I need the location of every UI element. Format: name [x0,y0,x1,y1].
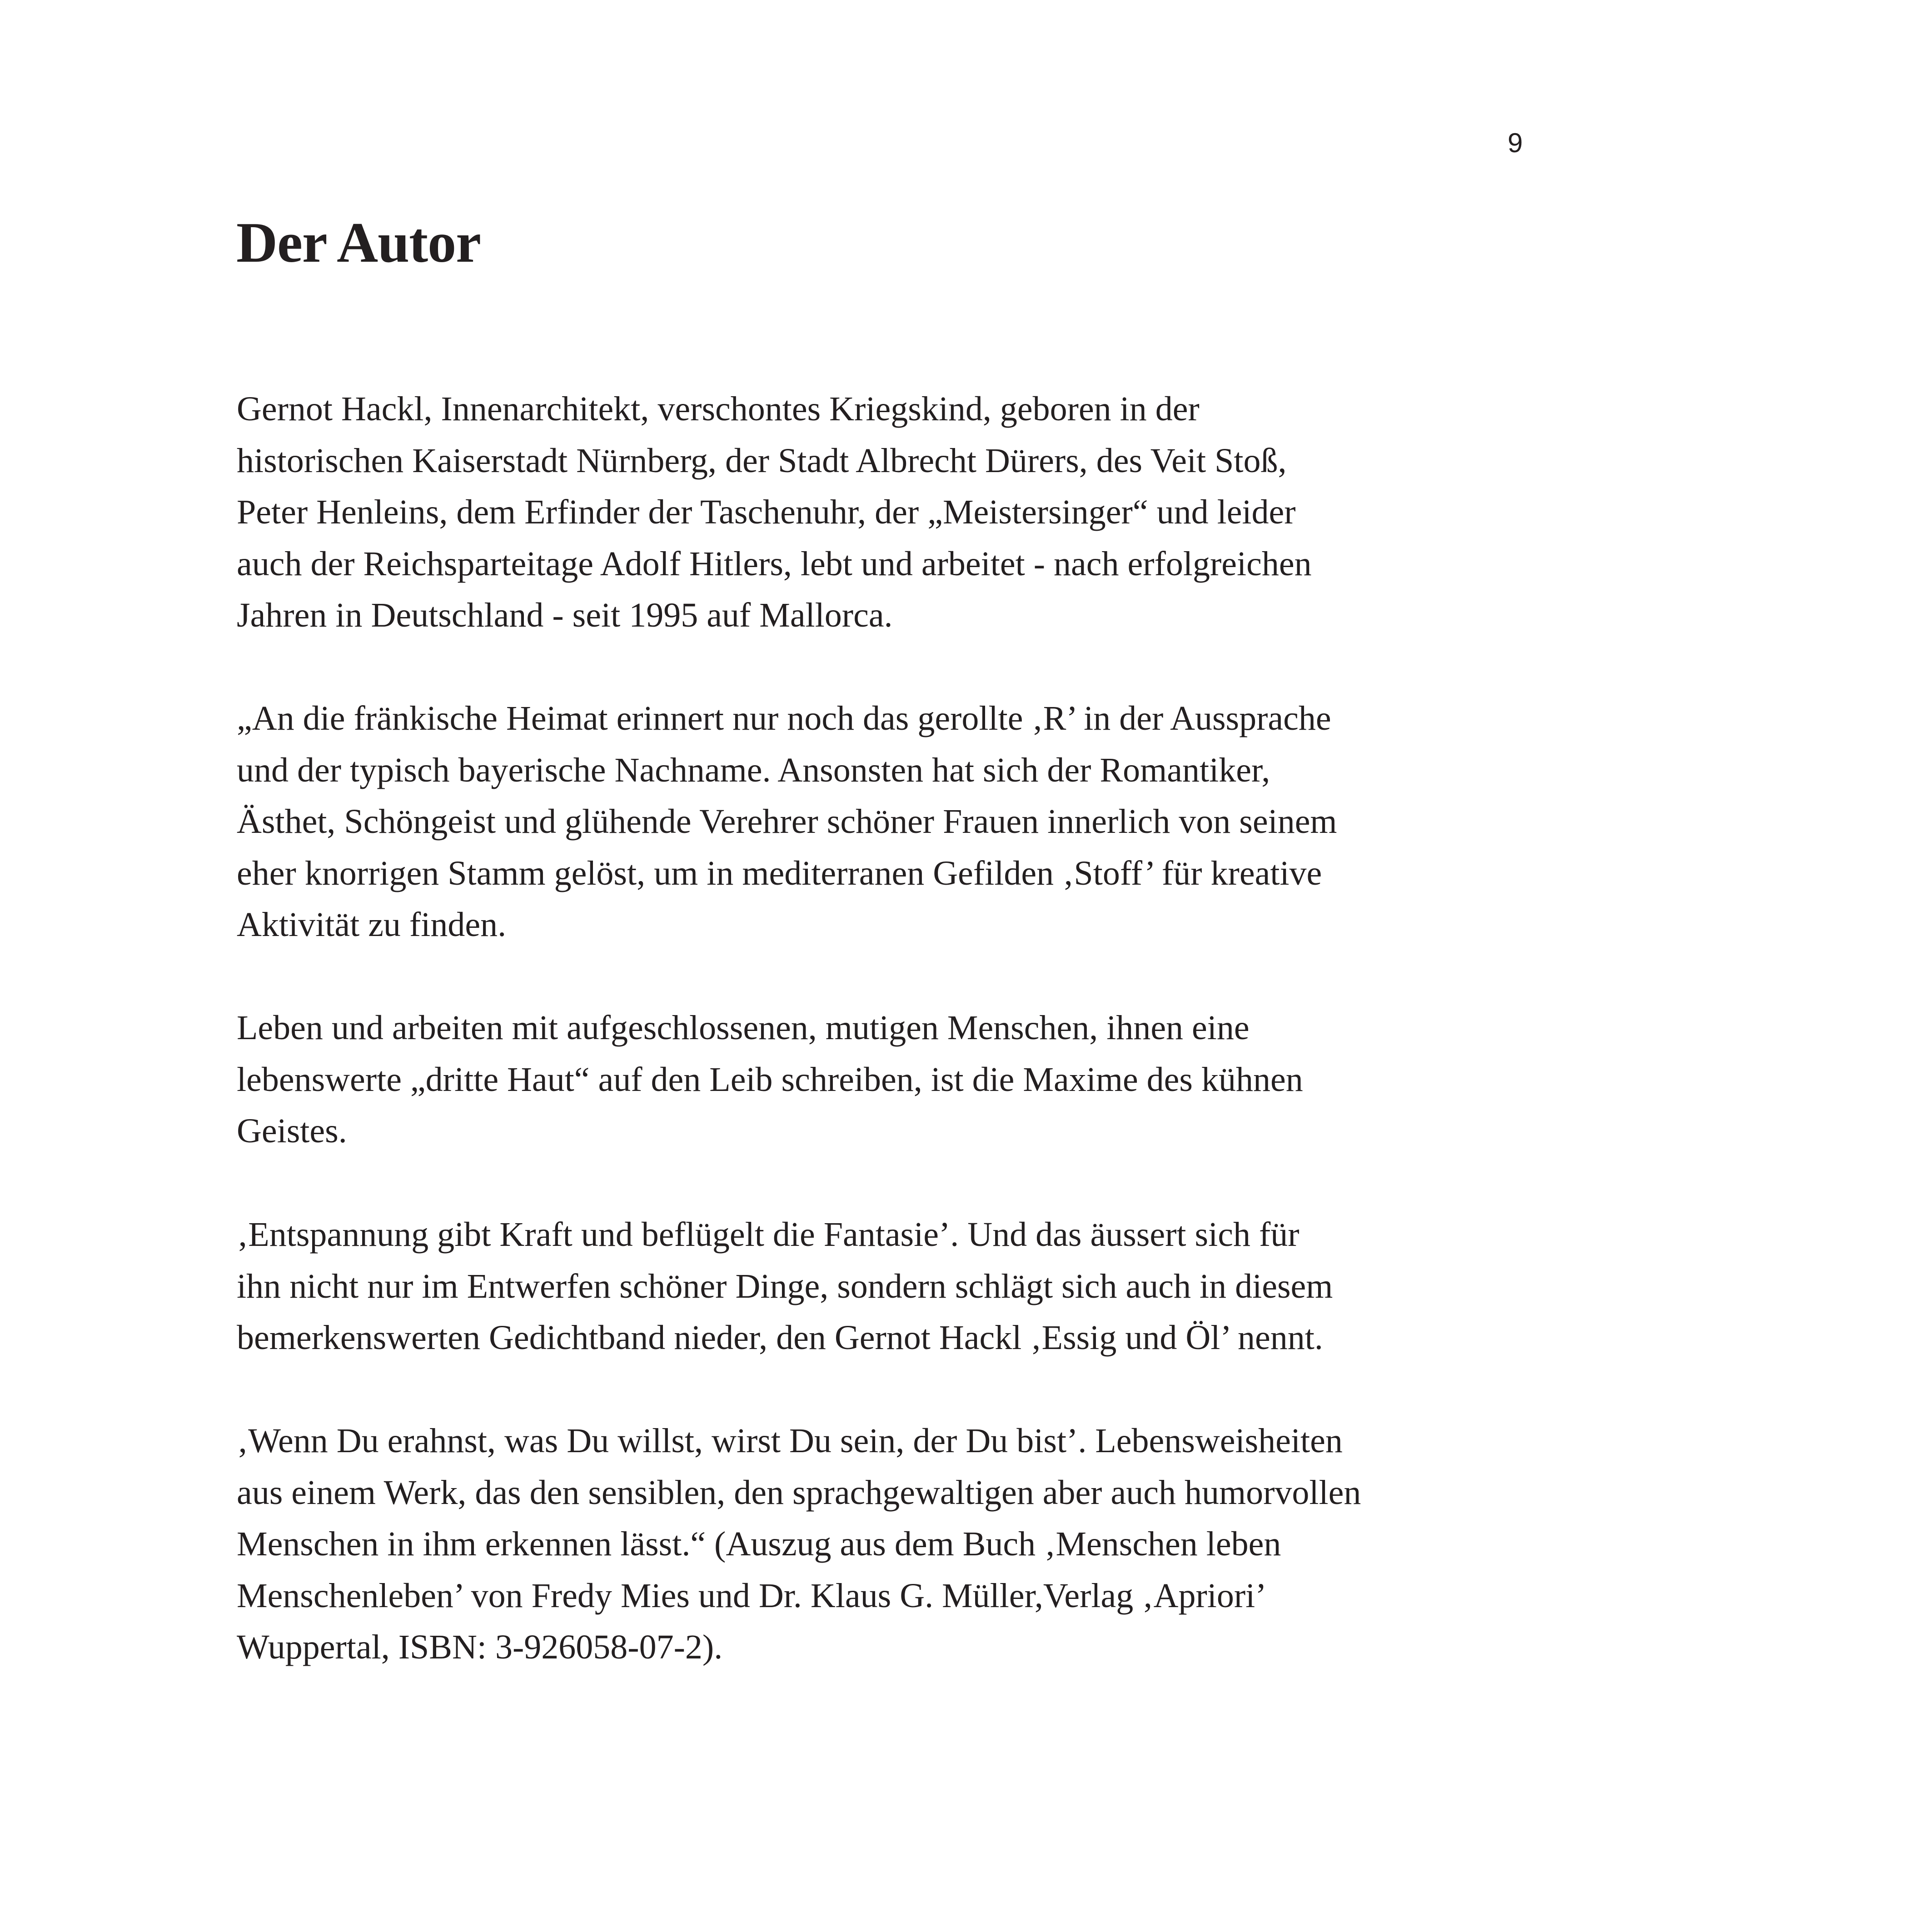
page-title: Der Autor [236,211,481,274]
paragraph-biography [237,383,1554,642]
text-line: Peter Henleins, dem Erfinder der Taschenuhr, der „Meistersinger“ und leider [237,493,1296,531]
paragraph-entspannung [237,1209,1554,1364]
paragraph-heimat [237,693,1554,951]
text-line: ‚Entspannung gibt Kraft und beflügelt die Fantasie’. Und das äussert sich für [237,1215,1300,1254]
text-line: Wuppertal, ISBN: 3-926058-07-2). [237,1628,723,1666]
text-line: eher knorrigen Stamm gelöst, um in mediterranen Gefilden ‚Stoff’ für kreative [237,854,1322,892]
page-number: 9 [1508,128,1523,158]
text-line: ihn nicht nur im Entwerfen schöner Dinge, sondern schlägt sich auch in diesem [237,1267,1333,1305]
text-line: „An die fränkische Heimat erinnert nur noch das gerollte ‚R’ in der Aussprache [237,699,1331,737]
text-line: Geistes. [237,1112,347,1150]
paragraph-maxime [237,1002,1554,1157]
text-line: auch der Reichsparteitage Adolf Hitlers, lebt und arbeitet - nach erfolgreichen [237,544,1312,583]
paragraph-quote-source [237,1415,1554,1673]
text-line: Leben und arbeiten mit aufgeschlossenen, mutigen Menschen, ihnen eine [237,1009,1250,1047]
text-line: bemerkenswerten Gedichtband nieder, den Gernot Hackl ‚Essig und Öl’ nennt. [237,1319,1323,1357]
text-line: lebenswerte „dritte Haut“ auf den Leib schreiben, ist die Maxime des kühnen [237,1060,1303,1099]
text-line: Gernot Hackl, Innenarchitekt, verschontes Kriegskind, geboren in der [237,390,1200,428]
text-line: ‚Wenn Du erahnst, was Du willst, wirst Du sein, der Du bist’. Lebensweisheiten [237,1422,1343,1460]
text-line: Aktivität zu finden. [237,906,507,944]
text-line: aus einem Werk, das den sensiblen, den sprachgewaltigen aber auch humorvollen [237,1473,1361,1512]
text-line: Ästhet, Schöngeist und glühende Verehrer schöner Frauen innerlich von seinem [237,802,1337,841]
text-line: Menschenleben’ von Fredy Mies und Dr. Klaus G. Müller,Verlag ‚Apriori’ [237,1576,1267,1615]
text-line: historischen Kaiserstadt Nürnberg, der Stadt Albrecht Dürers, des Veit Stoß, [237,441,1287,480]
text-line: Menschen in ihm erkennen lässt.“ (Auszug aus dem Buch ‚Menschen leben [237,1525,1281,1563]
text-line: Jahren in Deutschland - seit 1995 auf Mallorca. [237,596,893,634]
text-line: und der typisch bayerische Nachname. Ansonsten hat sich der Romantiker, [237,751,1270,789]
